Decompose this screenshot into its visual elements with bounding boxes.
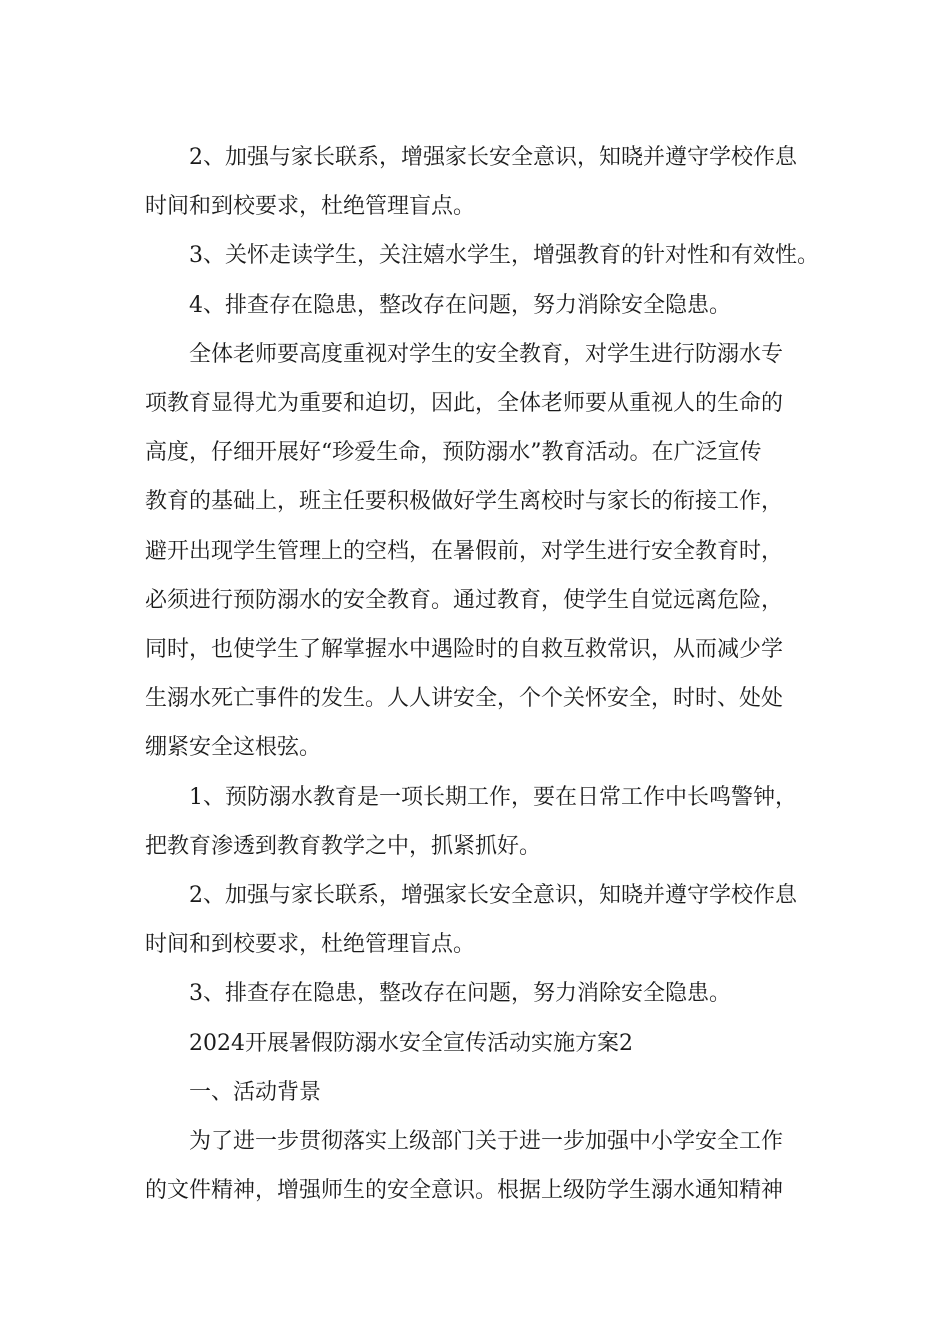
section-heading-plan-2 <box>145 1019 815 1068</box>
paragraph-item-3-commuter-students <box>145 231 819 280</box>
text-line: 同时，也使学生了解掌握水中遇险时的自救互救常识，从而减少学 <box>145 637 784 663</box>
heading-line: 2024开展暑假防溺水安全宣传活动实施方案2 <box>189 1030 633 1056</box>
heading-line: 一、活动背景 <box>189 1079 322 1105</box>
text-line: 3、关怀走读学生，关注嬉水学生，增强教育的针对性和有效性。 <box>189 243 819 269</box>
text-line: 为了进一步贯彻落实上级部门关于进一步加强中小学安全工作 <box>189 1129 784 1155</box>
text-line: 项教育显得尤为重要和迫切，因此，全体老师要从重视人的生命的 <box>145 391 784 417</box>
paragraph-item-3-hazard-check <box>145 969 815 1018</box>
text-line: 的文件精神，增强师生的安全意识。根据上级防学生溺水通知精神 <box>145 1178 784 1204</box>
text-line: 避开出现学生管理上的空档，在暑假前，对学生进行安全教育时， <box>145 538 784 564</box>
paragraph-item-2-parent-contact-repeat <box>145 871 815 969</box>
text-line: 1、预防溺水教育是一项长期工作，要在日常工作中长鸣警钟， <box>189 784 797 810</box>
paragraph-item-1-long-term-work <box>145 773 815 871</box>
paragraph-teachers-safety-education <box>145 330 815 773</box>
paragraph-item-4-hazard-check <box>145 281 815 330</box>
text-line: 必须进行预防溺水的安全教育。通过教育，使学生自觉远离危险， <box>145 587 784 613</box>
text-line: 2、加强与家长联系，增强家长安全意识，知晓并遵守学校作息 <box>189 883 797 909</box>
text-line: 高度，仔细开展好“珍爱生命，预防溺水”教育活动。在广泛宣传 <box>145 440 762 466</box>
text-line: 全体老师要高度重视对学生的安全教育，对学生进行防溺水专 <box>189 341 784 367</box>
text-line: 2、加强与家长联系，增强家长安全意识，知晓并遵守学校作息 <box>189 145 797 170</box>
text-line: 教育的基础上，班主任要积极做好学生离校时与家长的衔接工作， <box>145 489 784 515</box>
text-line: 3、排查存在隐患，整改存在问题，努力消除安全隐患。 <box>189 981 731 1007</box>
text-line: 时间和到校要求，杜绝管理盲点。 <box>145 194 476 220</box>
paragraph-background-intro <box>145 1117 815 1215</box>
text-line: 时间和到校要求，杜绝管理盲点。 <box>145 932 476 958</box>
text-line: 4、排查存在隐患，整改存在问题，努力消除安全隐患。 <box>189 292 731 318</box>
document-body <box>145 133 819 1215</box>
section-heading-activity-background <box>145 1068 815 1117</box>
paragraph-item-2-parent-contact <box>145 133 815 231</box>
text-line: 把教育渗透到教育教学之中，抓紧抓好。 <box>145 833 542 859</box>
text-line: 生溺水死亡事件的发生。人人讲安全，个个关怀安全，时时、处处 <box>145 686 784 712</box>
text-line: 绷紧安全这根弦。 <box>145 735 322 761</box>
